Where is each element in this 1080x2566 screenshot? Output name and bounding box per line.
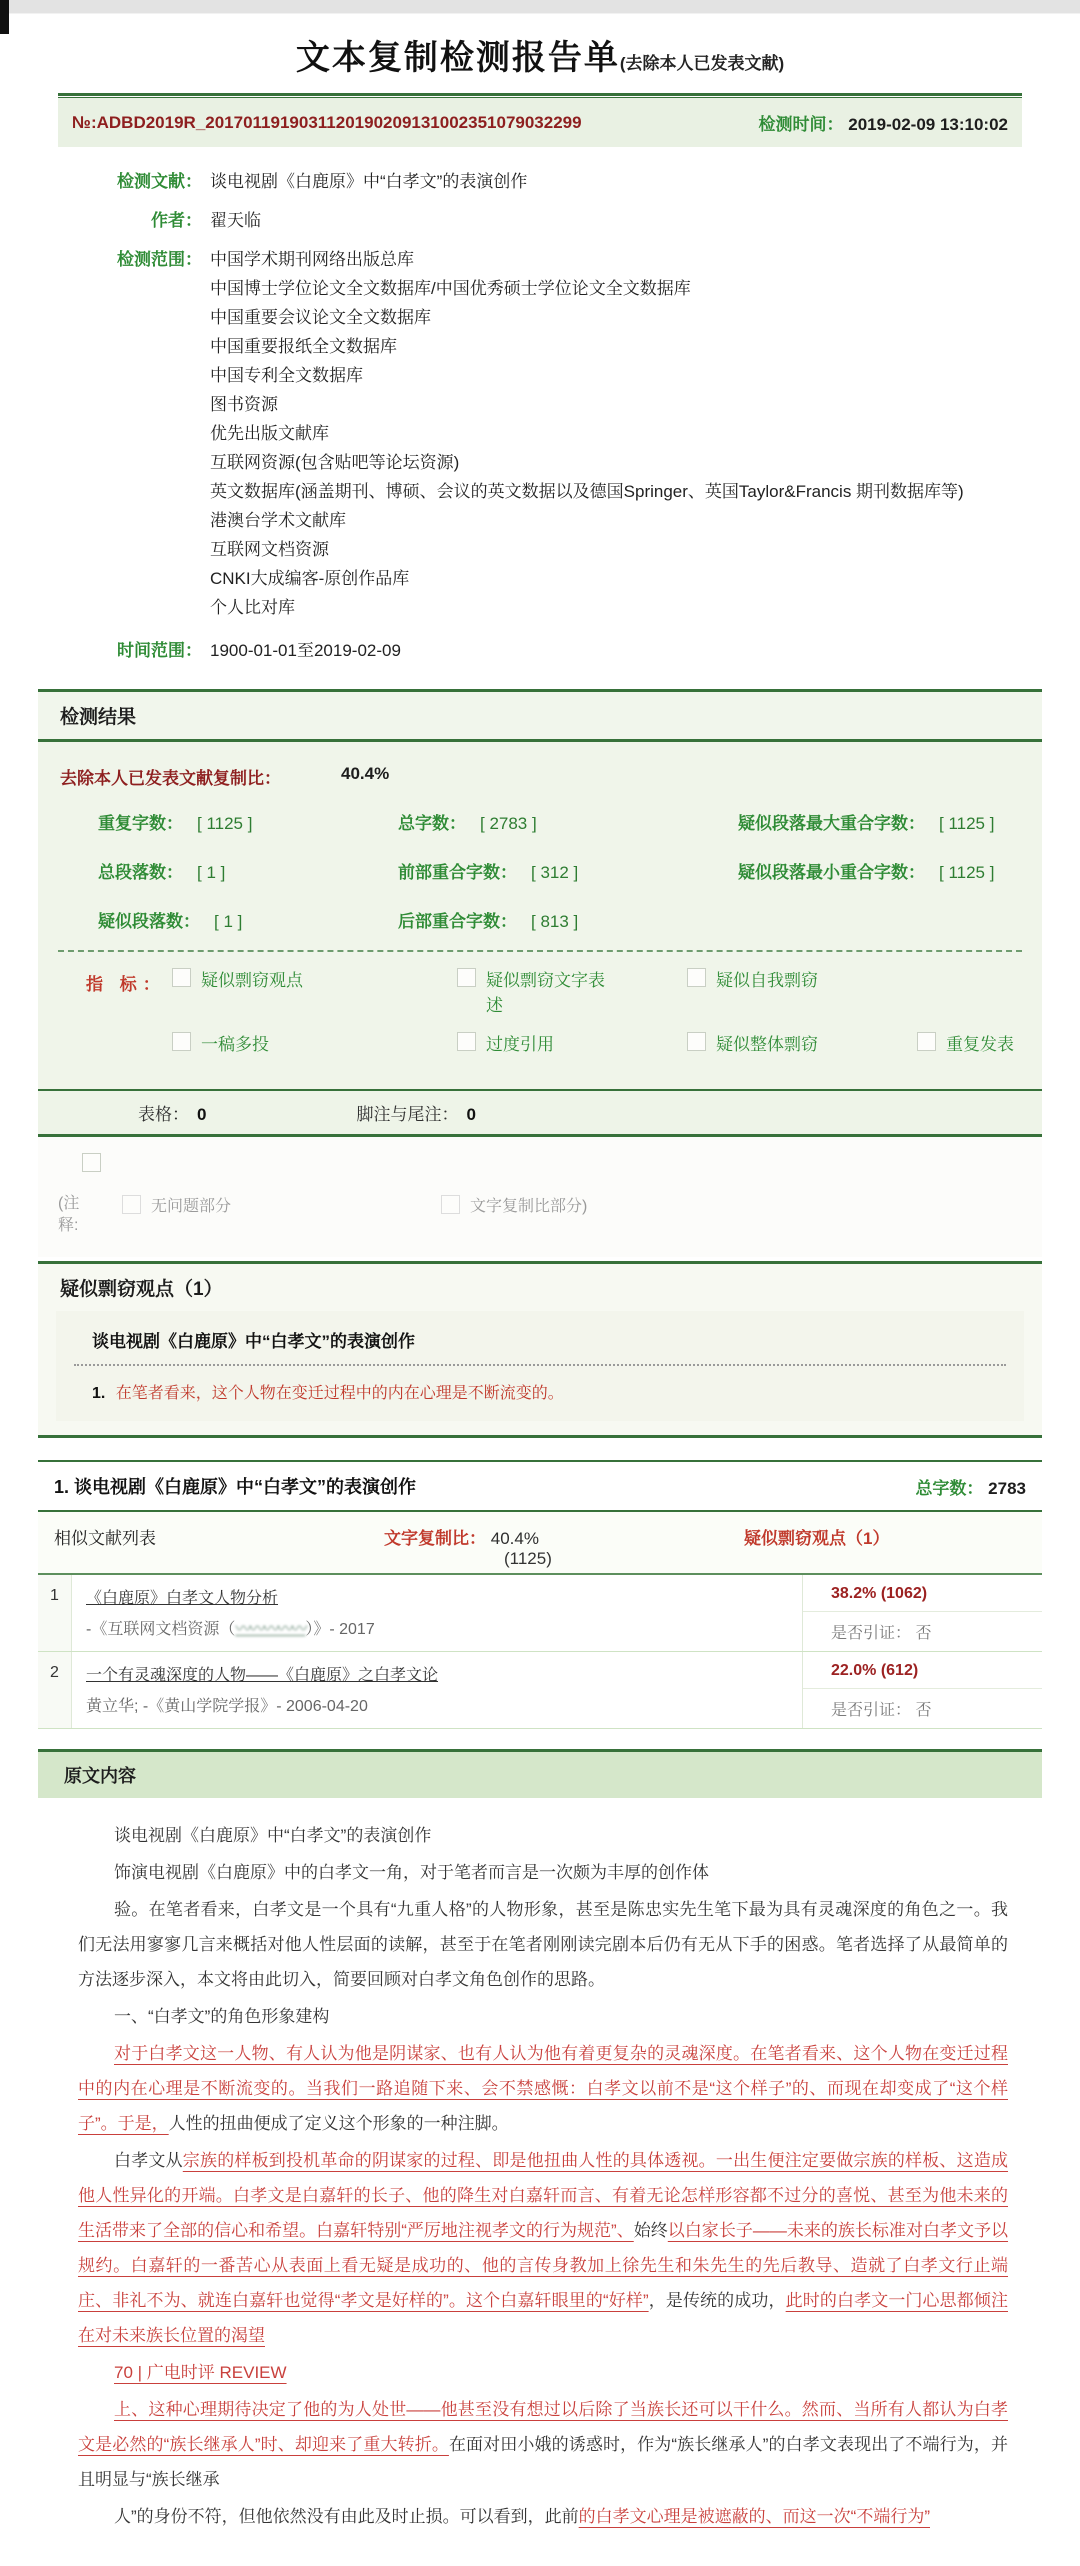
top-strip [0,0,1080,14]
scan-artifact [0,0,9,34]
checkbox-legend[interactable] [82,1153,101,1172]
checkbox-suspect-text[interactable] [457,968,476,987]
detail-title: 1. 谈电视剧《白鹿原》中“白孝文”的表演创作 [54,1477,417,1497]
similar-doc-link[interactable]: 《白鹿原》白孝文人物分析 [86,1590,279,1607]
plagiarized-text-segment: 上、这种心理期待决定了他的为人处世——他甚至没有想过以后除了当族长还可以干什么。然而、当所有人都认为白孝文是必然的“族长继承人”时、却迎来了重大转折。 [78,2400,1008,2454]
table-row [38,1652,1042,1729]
original-text-segment: 验。在笔者看来，白孝文是一个具有“九重人格”的人物形象，甚至是陈忠实先生笔下最为具有灵魂深度的角色之一。我们无法用寥寥几言来概括对他人性层面的读解，甚至于在笔者刚刚读完剧本后仍有无从下手的困惑。笔者选择了从最简单的方法逐步深入，本文将由此切入，简要回顾对白孝文角色创作的思路。 [78,1900,1008,1989]
scope-item: 互联网文档资源 [210,540,329,559]
indicator-label: 指 标： [86,975,166,994]
suspect-viewpoint-section [38,1261,1042,1438]
indicator-block [58,966,1022,1079]
copy-ratio-value: 40.4% [341,764,390,783]
table-footnote-band [38,1089,1042,1137]
meta-row-author [60,206,1020,231]
plagiarized-text-segment: 以白家长子——未来的族长标准对白孝文予以规约。白嘉轩的一番苦心从表面上看无疑是成功的、他的言传身教加上徐先生和朱先生的先后教导、造就了白孝文行止端庄、非礼不为、就连白嘉轩也觉得“孝文是好样的”。这个白嘉轩眼里的“好样” [78,2221,1009,2310]
plagiarized-text-segment: 宗族的样板到投机革命的阴谋家的过程、即是他扭曲人性的具体透视。一出生便注定要做宗族的样板、这造成他人性异化的开端。白孝文是白嘉轩的长子、他的降生对白嘉轩而言、有着无论怎样形容都不过分的喜悦、甚至为他未来的生活带来了全部的信心和希望。白嘉轩特别“严厉地注视孝文的行为规范”、 [78,2151,1009,2240]
original-text-segment: 饰演电视剧《白鹿原》中的白孝文一角，对于笔者而言是一次颇为丰厚的创作体 [114,1863,709,1882]
original-text-segment: 白孝文从 [114,2151,183,2170]
result-stats-grid [58,809,1022,932]
table-count: 表格： 0 [138,1105,207,1124]
page-title-suffix: (去除本人已发表文献) [619,54,785,73]
legend-no-problem: 无问题部分 [122,1193,231,1216]
report-header [0,14,1080,89]
row-number: 1 [38,1575,72,1651]
report-number: №:ADBD2019R_2017011919031120190209131002351079032299 [72,112,582,132]
check-time [759,110,1008,135]
result-body [38,742,1042,1089]
checkbox-repeat-publication[interactable] [917,1032,936,1051]
scope-label: 检测范围： [117,250,202,269]
similar-literature-section [38,1460,1042,1729]
original-text-segment: 谈电视剧《白鹿原》中“白孝文”的表演创作 [114,1826,432,1845]
obscured-text: 〰〰〰〰〰 [235,1621,306,1638]
page-title: 文本复制检测报告单 [295,39,620,77]
similar-doc-source: -《互联网文档资源（〰〰〰〰〰）》- 2017 [86,1621,375,1638]
checkbox-self-plagiarism[interactable] [687,968,706,987]
indicator-row-1: 疑似剽窃观点 疑似剽窃文字表述 疑似自我剽窃 [172,966,1022,1016]
plagiarized-text-segment: 对于白孝文这一人物、有人认为他是阴谋家、也有人认为他有着更复杂的灵魂深度。在笔者看来、这个人物在变迁过程中的内在心理是不断流变的。当我们一路追随下来、会不禁感慨：白孝文以前不是“这个样子”的、而现在却变成了“这个样子”。于是， [78,2044,1008,2133]
author-value: 翟天临 [210,211,261,230]
legend-label: (注 释: [58,1195,80,1234]
stat-front-overlap: 前部重合字数： [ 312 ] [398,863,579,882]
copy-ratio-header: 文字复制比： 40.4% (1125) [384,1529,552,1568]
report-meta [0,147,1080,683]
similar-doc-link[interactable]: 一个有灵魂深度的人物——《白鹿原》之白孝文论 [86,1667,439,1684]
stat-repeat-chars: 重复字数： [ 1125 ] [98,814,253,833]
checkbox-whole-plagiarism[interactable] [687,1032,706,1051]
suspect-doc-title: 谈电视剧《白鹿原》中“白孝文”的表演创作 [74,1323,1006,1366]
citation-status: 是否引证： 否 [831,1625,932,1642]
original-text-segment: ，是传统的成功， [648,2291,786,2310]
similar-doc-source: 黄立华; -《黄山学院学报》- 2006-04-20 [86,1698,368,1715]
document-label: 检测文献： [117,172,202,191]
scope-item: 中国重要报纸全文数据库 [210,337,397,356]
similarity-percent: 38.2% (1062) [803,1575,1042,1612]
original-text-segment: 人”的身份不符，但他依然没有由此及时止损。可以看到，此前 [114,2507,579,2526]
scope-item: 中国学术期刊网络出版总库 [210,250,414,269]
original-text-segment: 人性的扭曲便成了定义这个形象的一种注脚。 [168,2114,509,2133]
detail-total: 总字数： 2783 [915,1478,1026,1498]
suspect-item [74,1366,1006,1407]
plagiarized-text-segment: 的白孝文心理是被遮蔽的、而这一次“不端行为” [578,2507,930,2526]
scope-item: 图书资源 [210,395,278,414]
scope-item: 优先出版文献库 [210,424,329,443]
table-row [38,1575,1042,1652]
original-text-segment: 在面对田小娥的诱惑时，作为“族长继承人”的白孝文表现出了不端行为，并且明显与“族长继承 [78,2435,1008,2489]
legend-line [58,1193,1022,1237]
check-time-label: 检测时间： [758,115,844,134]
suspect-item-text: 在笔者看来，这个人物在变迁过程中的内在心理是不断流变的。 [115,1385,564,1402]
legend-copy-ratio: 文字复制比部分) [441,1193,587,1216]
scope-item: 中国专利全文数据库 [210,366,363,385]
original-text-segment: 一、“白孝文”的角色形象建构 [114,2007,330,2026]
similarity-percent: 22.0% (612) [803,1652,1042,1689]
copy-ratio-label: 去除本人已发表文献复制比： [60,769,281,788]
check-time-value: 2019-02-09 13:10:02 [848,115,1008,134]
suspect-count-header: 疑似剽窃观点（1） [744,1529,890,1548]
similar-list-header [38,1512,1042,1575]
original-text-segment: 始终 [633,2221,668,2240]
footnote-count: 脚注与尾注： 0 [356,1105,476,1124]
stat-rear-overlap: 后部重合字数： [ 813 ] [398,912,579,931]
checkbox-no-problem[interactable] [122,1195,141,1214]
stat-min-overlap: 疑似段落最小重合字数： [ 1125 ] [738,863,995,882]
checkbox-multiple-submission[interactable] [172,1032,191,1051]
meta-row-document [60,167,1020,192]
scope-item: 中国重要会议论文全文数据库 [210,308,431,327]
author-label: 作者： [151,211,202,230]
indicator-row-2: 一稿多投 过度引用 疑似整体剽窃 重复发表 [172,1030,1022,1055]
detail-title-row [38,1462,1042,1512]
similar-list-label: 相似文献列表 [54,1529,156,1548]
original-content-title: 原文内容 [38,1749,1042,1798]
scope-item: 中国博士学位论文全文数据库/中国优秀硕士学位论文全文数据库 [210,279,691,298]
legend-area [38,1137,1042,1257]
stat-total-chars: 总字数： [ 2783 ] [398,814,537,833]
scope-list [210,245,964,622]
suspect-section-title: 疑似剽窃观点（1） [60,1279,223,1300]
range-label: 时间范围： [117,641,202,660]
report-number-band [58,98,1022,147]
scope-item: CNKI大成编客-原创作品库 [210,569,410,588]
plagiarized-text-segment: 此时的白孝文一门心思都倾注在对未来族长位置的渴望 [78,2291,1008,2345]
suspect-item-number: 1. [92,1385,106,1402]
scope-item: 互联网资源(包含贴吧等论坛资源) [210,453,460,472]
row-number: 2 [38,1652,72,1728]
meta-row-scope [60,245,1020,622]
scope-item: 港澳台学术文献库 [210,511,346,530]
suspect-box [56,1311,1024,1421]
original-content-body [0,1798,1080,2566]
checkbox-copy-ratio-part[interactable] [441,1195,460,1214]
checkbox-over-citation[interactable] [457,1032,476,1051]
meta-row-range [60,636,1020,661]
scope-item: 英文数据库(涵盖期刊、博硕、会议的英文数据以及德国Springer、英国Taylor&Francis 期刊数据库等) [210,482,964,501]
document-value: 谈电视剧《白鹿原》中“白孝文”的表演创作 [210,172,528,191]
copy-ratio-row [60,764,1022,789]
checkbox-suspect-viewpoint[interactable] [172,968,191,987]
section-result-title: 检测结果 [38,689,1042,742]
dashed-divider [58,950,1022,952]
citation-status: 是否引证： 否 [831,1702,932,1719]
stat-max-overlap: 疑似段落最大重合字数： [ 1125 ] [738,814,995,833]
stat-suspect-paragraphs: 疑似段落数： [ 1 ] [98,912,243,931]
stat-total-paragraphs: 总段落数： [ 1 ] [98,863,226,882]
scope-item: 个人比对库 [210,598,295,617]
range-value: 1900-01-01至2019-02-09 [210,641,401,660]
plagiarized-text-segment: 70 | 广电时评 REVIEW [114,2363,287,2382]
